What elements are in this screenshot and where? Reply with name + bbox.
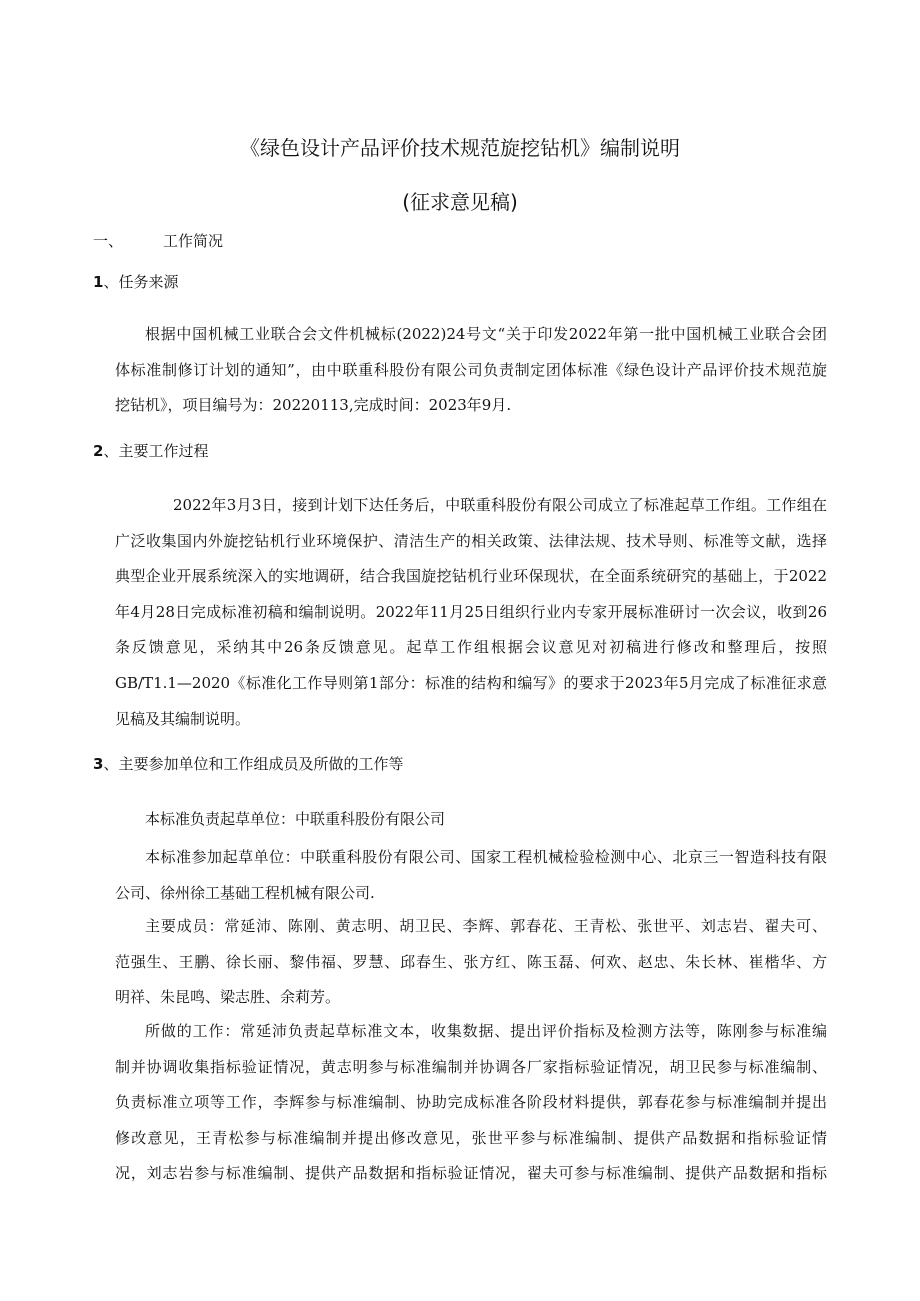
paragraph-line: 本标准参加起草单位：中联重科股份有限公司、国家工程机械检验检测中心、北京三一智造科技有限: [145, 848, 827, 866]
paragraph-line: 见稿及其编制说明。: [115, 709, 251, 728]
paragraph-line: 负责标准立项等工作，李辉参与标准编制、协助完成标准各阶段材料提供，郭春花参与标准编制并提出: [115, 1093, 827, 1112]
item-number: 2: [93, 442, 104, 460]
item-title: 、主要参加单位和工作组成员及所做的工作等: [103, 755, 404, 773]
task-source-paragraph: [115, 317, 827, 424]
lead-drafting-unit: 本标准负责起草单位：中联重科股份有限公司: [145, 810, 446, 828]
paragraph-line: 所做的工作：常延沛负责起草标准文本，收集数据、提出评价指标及检测方法等，陈刚参与标准编: [145, 1022, 827, 1040]
paragraph-line: 根据中国机械工业联合会文件机械标(2022)24号文“关于印发2022年第一批中国机械工业联合会团: [145, 325, 827, 343]
paragraph-line: 体标准制修订计划的通知”，由中联重科股份有限公司负责制定团体标准《绿色设计产品评价技术规范旋: [115, 360, 827, 379]
item-heading-participants: [93, 753, 403, 774]
paragraph-line: 广泛收集国内外旋挖钻机行业环境保护、清洁生产的相关政策、法律法规、技术导则、标准等文献，选择: [115, 531, 827, 550]
paragraph-line: 主要成员：常延沛、陈刚、黄志明、胡卫民、李辉、郭春花、王青松、张世平、刘志岩、翟夫可、: [145, 917, 827, 935]
participating-units-paragraph: [115, 840, 827, 911]
item-number: 1: [93, 273, 104, 291]
paragraph-line: 2022年3月3日，接到计划下达任务后，中联重科股份有限公司成立了标准起草工作组。工作组在: [173, 496, 827, 514]
document-title: 《绿色设计产品评价技术规范旋挖钻机》编制说明: [240, 136, 680, 160]
paragraph-line: 公司、徐州徐工基础工程机械有限公司.: [115, 883, 375, 902]
work-done-paragraph: [115, 1014, 827, 1192]
paragraph-line: 年4月28日完成标准初稿和编制说明。2022年11月25日组织行业内专家开展标准研讨一次会议，收到26: [115, 602, 827, 621]
item-title: 、任务来源: [103, 273, 179, 291]
document-subtitle: (征求意见稿): [402, 190, 518, 214]
section-title: 工作简况: [163, 232, 224, 250]
paragraph-line: 修改意见，王青松参与标准编制并提出修改意见，张世平参与标准编制、提供产品数据和指标验证情: [115, 1128, 827, 1147]
item-heading-work-process: [93, 440, 208, 461]
item-heading-task-source: [93, 271, 178, 292]
members-paragraph: [115, 909, 827, 1016]
paragraph-line: 条反馈意见，采纳其中26条反馈意见。起草工作组根据会议意见对初稿进行修改和整理后，按照: [115, 638, 827, 657]
paragraph-line: 制并协调收集指标验证情况，黄志明参与标准编制并协调各厂家指标验证情况，胡卫民参与标准编制、: [115, 1057, 827, 1076]
work-process-paragraph: [115, 488, 827, 737]
item-number: 3: [93, 755, 104, 773]
item-title: 、主要工作过程: [103, 442, 209, 460]
paragraph-line: 范强生、王鹏、徐长丽、黎伟福、罗慧、邱春生、张方红、陈玉磊、何欢、赵忠、朱长林、崔楷华、方: [115, 952, 827, 971]
section-heading-1: [93, 230, 223, 251]
paragraph-line: 明祥、朱昆鸣、梁志胜、余莉芳。: [115, 988, 341, 1007]
paragraph-line: GB/T1.1—2020《标准化工作导则第1部分：标准的结构和编写》的要求于2023年5月完成了标准征求意: [115, 673, 827, 692]
section-number: 一、: [93, 232, 124, 250]
paragraph-line: 典型企业开展系统深入的实地调研，结合我国旋挖钻机行业环保现状，在全面系统研究的基础上，于2022: [115, 567, 827, 586]
paragraph-line: 挖钻机》，项目编号为：20220113,完成时间：2023年9月.: [115, 396, 512, 415]
paragraph-line: 况，刘志岩参与标准编制、提供产品数据和指标验证情况，翟夫可参与标准编制、提供产品数据和指标: [115, 1164, 827, 1183]
